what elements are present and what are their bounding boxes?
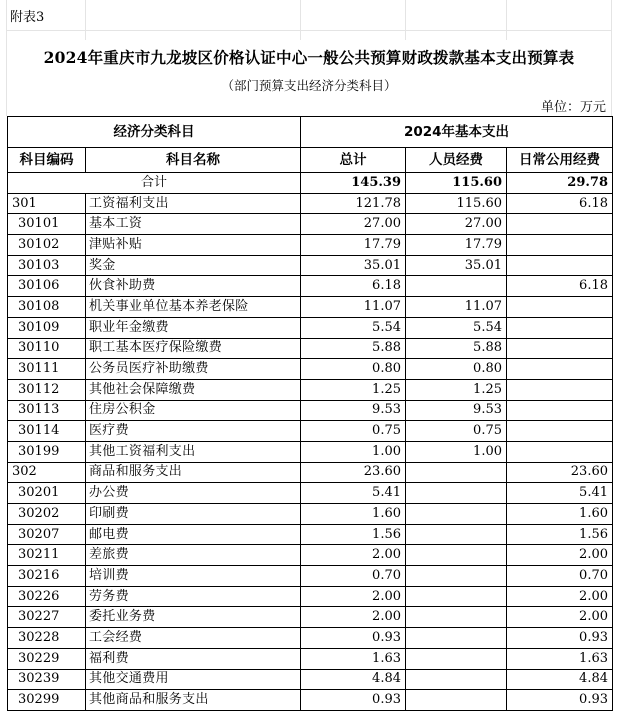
row-code: 30216 — [8, 566, 86, 587]
table-row — [8, 441, 613, 462]
header-public: 日常公用经费 — [507, 148, 613, 173]
row-public — [507, 297, 613, 318]
row-public: 0.93 — [507, 690, 613, 711]
table-row — [8, 690, 613, 711]
header-row-group — [8, 117, 613, 148]
table-row — [8, 462, 613, 483]
row-personnel: 35.01 — [406, 255, 507, 276]
row-public: 2.00 — [507, 545, 613, 566]
row-personnel: 5.54 — [406, 317, 507, 338]
table-row — [8, 214, 613, 235]
row-name: 商品和服务支出 — [86, 462, 301, 483]
row-name: 津贴补贴 — [86, 235, 301, 256]
table-row — [8, 483, 613, 504]
row-code: 30112 — [8, 379, 86, 400]
row-code: 30102 — [8, 235, 86, 256]
row-total: 6.18 — [301, 276, 406, 297]
row-total: 5.41 — [301, 483, 406, 504]
row-public: 0.93 — [507, 628, 613, 649]
row-total: 1.60 — [301, 504, 406, 525]
row-total: 35.01 — [301, 255, 406, 276]
row-total: 0.80 — [301, 359, 406, 380]
row-public — [507, 317, 613, 338]
row-public: 5.41 — [507, 483, 613, 504]
header-personnel: 人员经费 — [406, 148, 507, 173]
row-code: 30226 — [8, 586, 86, 607]
row-total: 0.93 — [301, 628, 406, 649]
row-total: 1.56 — [301, 524, 406, 545]
row-personnel: 5.88 — [406, 338, 507, 359]
row-personnel — [406, 524, 507, 545]
row-total: 2.00 — [301, 545, 406, 566]
page-title: 2024年重庆市九龙坡区价格认证中心一般公共预算财政拨款基本支出预算表 — [43, 48, 575, 67]
row-public — [507, 235, 613, 256]
row-code: 30106 — [8, 276, 86, 297]
row-personnel: 9.53 — [406, 400, 507, 421]
row-name: 邮电费 — [86, 524, 301, 545]
total-row — [8, 173, 613, 194]
row-public: 23.60 — [507, 462, 613, 483]
table-row — [8, 255, 613, 276]
row-total: 0.70 — [301, 566, 406, 587]
table-row — [8, 276, 613, 297]
row-total: 2.00 — [301, 586, 406, 607]
row-total: 0.93 — [301, 690, 406, 711]
row-name: 福利费 — [86, 648, 301, 669]
row-name: 其他商品和服务支出 — [86, 690, 301, 711]
row-code: 30229 — [8, 648, 86, 669]
row-public: 2.00 — [507, 586, 613, 607]
row-name: 奖金 — [86, 255, 301, 276]
row-code: 30207 — [8, 524, 86, 545]
row-name: 其他交通费用 — [86, 669, 301, 690]
row-code: 30110 — [8, 338, 86, 359]
row-public: 4.84 — [507, 669, 613, 690]
row-name: 医疗费 — [86, 421, 301, 442]
row-personnel: 1.00 — [406, 441, 507, 462]
row-name: 基本工资 — [86, 214, 301, 235]
row-name: 培训费 — [86, 566, 301, 587]
row-code: 302 — [8, 462, 86, 483]
row-name: 工会经费 — [86, 628, 301, 649]
row-public — [507, 379, 613, 400]
unit-label: 单位：万元 — [540, 100, 606, 115]
row-total: 11.07 — [301, 297, 406, 318]
row-code: 30228 — [8, 628, 86, 649]
row-total: 1.00 — [301, 441, 406, 462]
total-personnel: 115.60 — [406, 173, 507, 194]
row-personnel: 115.60 — [406, 193, 507, 214]
row-personnel — [406, 276, 507, 297]
row-personnel: 0.75 — [406, 421, 507, 442]
table-row — [8, 379, 613, 400]
row-name: 劳务费 — [86, 586, 301, 607]
row-code: 30201 — [8, 483, 86, 504]
row-public: 1.60 — [507, 504, 613, 525]
row-name: 机关事业单位基本养老保险 — [86, 297, 301, 318]
row-personnel — [406, 607, 507, 628]
header-econ-classification: 经济分类科目 — [8, 117, 301, 148]
row-name: 工资福利支出 — [86, 193, 301, 214]
row-total: 27.00 — [301, 214, 406, 235]
table-row — [8, 421, 613, 442]
row-name: 住房公积金 — [86, 400, 301, 421]
row-code: 30113 — [8, 400, 86, 421]
row-total: 5.88 — [301, 338, 406, 359]
row-name: 职工基本医疗保险缴费 — [86, 338, 301, 359]
row-total: 121.78 — [301, 193, 406, 214]
row-name: 其他社会保障缴费 — [86, 379, 301, 400]
row-public — [507, 359, 613, 380]
row-personnel: 11.07 — [406, 297, 507, 318]
header-basic-expenditure: 2024年基本支出 — [301, 117, 613, 148]
budget-table — [7, 116, 613, 711]
row-total: 23.60 — [301, 462, 406, 483]
table-row — [8, 338, 613, 359]
row-code: 30103 — [8, 255, 86, 276]
row-code: 30114 — [8, 421, 86, 442]
attachment-label: 附表3 — [10, 10, 45, 25]
row-code: 30101 — [8, 214, 86, 235]
table-row — [8, 524, 613, 545]
row-public: 1.56 — [507, 524, 613, 545]
row-name: 伙食补助费 — [86, 276, 301, 297]
row-name: 办公费 — [86, 483, 301, 504]
table-row — [8, 628, 613, 649]
table-row — [8, 504, 613, 525]
table-row — [8, 193, 613, 214]
row-name: 委托业务费 — [86, 607, 301, 628]
row-personnel — [406, 648, 507, 669]
row-personnel — [406, 669, 507, 690]
row-personnel — [406, 483, 507, 504]
row-public — [507, 421, 613, 442]
header-row-columns — [8, 148, 613, 173]
row-personnel — [406, 504, 507, 525]
row-name: 差旅费 — [86, 545, 301, 566]
table-row — [8, 545, 613, 566]
row-personnel — [406, 566, 507, 587]
header-total: 总计 — [301, 148, 406, 173]
row-personnel — [406, 628, 507, 649]
row-total: 1.25 — [301, 379, 406, 400]
row-personnel: 27.00 — [406, 214, 507, 235]
row-code: 30299 — [8, 690, 86, 711]
table-row — [8, 566, 613, 587]
row-name: 公务员医疗补助缴费 — [86, 359, 301, 380]
page-subtitle: （部门预算支出经济分类科目） — [221, 78, 397, 93]
table-row — [8, 648, 613, 669]
row-public — [507, 400, 613, 421]
row-code: 30108 — [8, 297, 86, 318]
table-row — [8, 317, 613, 338]
row-total: 17.79 — [301, 235, 406, 256]
table-row — [8, 400, 613, 421]
header-name: 科目名称 — [86, 148, 301, 173]
table-row — [8, 607, 613, 628]
row-total: 1.63 — [301, 648, 406, 669]
row-total: 2.00 — [301, 607, 406, 628]
header-code: 科目编码 — [8, 148, 86, 173]
row-public — [507, 441, 613, 462]
row-personnel — [406, 462, 507, 483]
row-total: 9.53 — [301, 400, 406, 421]
row-public — [507, 255, 613, 276]
total-public: 29.78 — [507, 173, 613, 194]
row-personnel: 0.80 — [406, 359, 507, 380]
row-code: 301 — [8, 193, 86, 214]
row-code: 30211 — [8, 545, 86, 566]
row-code: 30109 — [8, 317, 86, 338]
table-row — [8, 586, 613, 607]
row-public — [507, 338, 613, 359]
table-row — [8, 235, 613, 256]
row-code: 30199 — [8, 441, 86, 462]
row-name: 职业年金缴费 — [86, 317, 301, 338]
row-personnel — [406, 690, 507, 711]
row-public: 6.18 — [507, 193, 613, 214]
row-code: 30227 — [8, 607, 86, 628]
row-personnel — [406, 586, 507, 607]
row-code: 30239 — [8, 669, 86, 690]
row-public: 1.63 — [507, 648, 613, 669]
row-name: 印刷费 — [86, 504, 301, 525]
row-personnel — [406, 545, 507, 566]
total-sum: 145.39 — [301, 173, 406, 194]
row-total: 4.84 — [301, 669, 406, 690]
row-personnel: 1.25 — [406, 379, 507, 400]
row-public: 6.18 — [507, 276, 613, 297]
table-row — [8, 359, 613, 380]
row-public — [507, 214, 613, 235]
row-code: 30111 — [8, 359, 86, 380]
table-row — [8, 669, 613, 690]
row-total: 5.54 — [301, 317, 406, 338]
row-public: 0.70 — [507, 566, 613, 587]
row-name: 其他工资福利支出 — [86, 441, 301, 462]
row-code: 30202 — [8, 504, 86, 525]
row-public: 2.00 — [507, 607, 613, 628]
row-total: 0.75 — [301, 421, 406, 442]
table-row — [8, 297, 613, 318]
row-personnel: 17.79 — [406, 235, 507, 256]
total-label: 合计 — [8, 173, 301, 194]
